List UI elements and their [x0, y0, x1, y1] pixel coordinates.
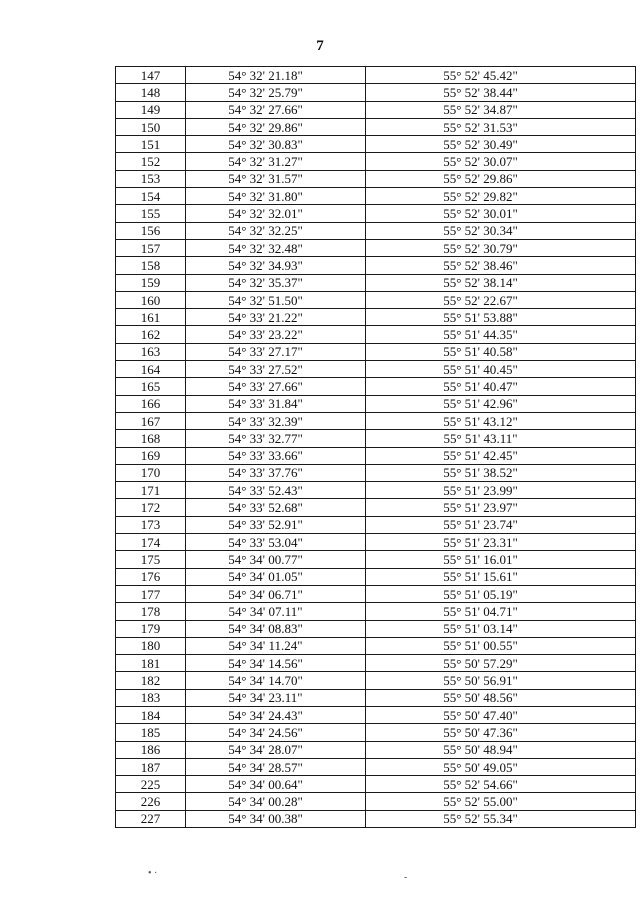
- longitude-cell: 55° 51' 40.45": [366, 361, 636, 378]
- point-number-cell: 158: [116, 257, 186, 274]
- point-number-cell: 172: [116, 499, 186, 516]
- table-row: [116, 447, 636, 464]
- point-number-cell: 157: [116, 239, 186, 256]
- table-row: [116, 551, 636, 568]
- table-row: [116, 188, 636, 205]
- table-row: [116, 67, 636, 84]
- table-row: [116, 637, 636, 654]
- table-row: [116, 516, 636, 533]
- latitude-cell: 54° 33' 37.76": [186, 464, 366, 481]
- longitude-cell: 55° 50' 48.94": [366, 741, 636, 758]
- table-row: [116, 395, 636, 412]
- table-row: [116, 672, 636, 689]
- longitude-cell: 55° 52' 55.34": [366, 810, 636, 827]
- longitude-cell: 55° 51' 15.61": [366, 568, 636, 585]
- longitude-cell: 55° 52' 29.86": [366, 170, 636, 187]
- point-number-cell: 155: [116, 205, 186, 222]
- point-number-cell: 161: [116, 309, 186, 326]
- table-row: [116, 309, 636, 326]
- table-row: [116, 758, 636, 775]
- latitude-cell: 54° 34' 08.83": [186, 620, 366, 637]
- latitude-cell: 54° 34' 11.24": [186, 637, 366, 654]
- point-number-cell: 154: [116, 188, 186, 205]
- latitude-cell: 54° 34' 24.43": [186, 706, 366, 723]
- table-row: [116, 136, 636, 153]
- table-row: [116, 810, 636, 827]
- longitude-cell: 55° 52' 30.07": [366, 153, 636, 170]
- point-number-cell: 148: [116, 84, 186, 101]
- latitude-cell: 54° 33' 31.84": [186, 395, 366, 412]
- table-row: [116, 274, 636, 291]
- table-row: [116, 291, 636, 308]
- latitude-cell: 54° 33' 52.91": [186, 516, 366, 533]
- table-row: [116, 499, 636, 516]
- latitude-cell: 54° 34' 00.77": [186, 551, 366, 568]
- longitude-cell: 55° 51' 23.31": [366, 534, 636, 551]
- longitude-cell: 55° 52' 22.67": [366, 291, 636, 308]
- table-row: [116, 361, 636, 378]
- table-row: [116, 326, 636, 343]
- latitude-cell: 54° 33' 27.17": [186, 343, 366, 360]
- latitude-cell: 54° 32' 32.01": [186, 205, 366, 222]
- longitude-cell: 55° 50' 47.36": [366, 724, 636, 741]
- longitude-cell: 55° 50' 48.56": [366, 689, 636, 706]
- longitude-cell: 55° 51' 38.52": [366, 464, 636, 481]
- longitude-cell: 55° 51' 00.55": [366, 637, 636, 654]
- latitude-cell: 54° 33' 21.22": [186, 309, 366, 326]
- longitude-cell: 55° 51' 23.74": [366, 516, 636, 533]
- point-number-cell: 186: [116, 741, 186, 758]
- table-row: [116, 101, 636, 118]
- point-number-cell: 176: [116, 568, 186, 585]
- latitude-cell: 54° 34' 28.57": [186, 758, 366, 775]
- point-number-cell: 177: [116, 585, 186, 602]
- latitude-cell: 54° 33' 52.68": [186, 499, 366, 516]
- point-number-cell: 173: [116, 516, 186, 533]
- point-number-cell: 179: [116, 620, 186, 637]
- latitude-cell: 54° 32' 35.37": [186, 274, 366, 291]
- table-row: [116, 724, 636, 741]
- point-number-cell: 167: [116, 412, 186, 429]
- point-number-cell: 153: [116, 170, 186, 187]
- longitude-cell: 55° 52' 54.66": [366, 776, 636, 793]
- latitude-cell: 54° 32' 21.18": [186, 67, 366, 84]
- longitude-cell: 55° 52' 31.53": [366, 118, 636, 135]
- table-row: [116, 706, 636, 723]
- longitude-cell: 55° 51' 03.14": [366, 620, 636, 637]
- latitude-cell: 54° 33' 27.52": [186, 361, 366, 378]
- longitude-cell: 55° 50' 47.40": [366, 706, 636, 723]
- point-number-cell: 147: [116, 67, 186, 84]
- point-number-cell: 226: [116, 793, 186, 810]
- latitude-cell: 54° 32' 27.66": [186, 101, 366, 118]
- coordinates-table-body: [116, 67, 636, 828]
- longitude-cell: 55° 51' 43.11": [366, 430, 636, 447]
- latitude-cell: 54° 32' 51.50": [186, 291, 366, 308]
- table-row: [116, 776, 636, 793]
- point-number-cell: 182: [116, 672, 186, 689]
- longitude-cell: 55° 52' 30.49": [366, 136, 636, 153]
- point-number-cell: 174: [116, 534, 186, 551]
- table-row: [116, 343, 636, 360]
- longitude-cell: 55° 52' 30.01": [366, 205, 636, 222]
- point-number-cell: 150: [116, 118, 186, 135]
- latitude-cell: 54° 34' 14.70": [186, 672, 366, 689]
- longitude-cell: 55° 51' 40.58": [366, 343, 636, 360]
- longitude-cell: 55° 51' 44.35": [366, 326, 636, 343]
- table-row: [116, 689, 636, 706]
- table-row: [116, 205, 636, 222]
- point-number-cell: 156: [116, 222, 186, 239]
- point-number-cell: 168: [116, 430, 186, 447]
- latitude-cell: 54° 34' 00.38": [186, 810, 366, 827]
- point-number-cell: 160: [116, 291, 186, 308]
- longitude-cell: 55° 51' 16.01": [366, 551, 636, 568]
- table-row: [116, 568, 636, 585]
- point-number-cell: 178: [116, 603, 186, 620]
- table-row: [116, 534, 636, 551]
- latitude-cell: 54° 32' 32.25": [186, 222, 366, 239]
- table-row: [116, 84, 636, 101]
- longitude-cell: 55° 51' 43.12": [366, 412, 636, 429]
- longitude-cell: 55° 52' 45.42": [366, 67, 636, 84]
- table-row: [116, 741, 636, 758]
- point-number-cell: 181: [116, 655, 186, 672]
- table-row: [116, 118, 636, 135]
- table-row: [116, 430, 636, 447]
- latitude-cell: 54° 32' 30.83": [186, 136, 366, 153]
- latitude-cell: 54° 34' 14.56": [186, 655, 366, 672]
- table-row: [116, 222, 636, 239]
- longitude-cell: 55° 50' 56.91": [366, 672, 636, 689]
- longitude-cell: 55° 51' 42.45": [366, 447, 636, 464]
- table-row: [116, 378, 636, 395]
- point-number-cell: 169: [116, 447, 186, 464]
- point-number-cell: 225: [116, 776, 186, 793]
- latitude-cell: 54° 33' 32.39": [186, 412, 366, 429]
- latitude-cell: 54° 34' 00.64": [186, 776, 366, 793]
- longitude-cell: 55° 50' 49.05": [366, 758, 636, 775]
- point-number-cell: 175: [116, 551, 186, 568]
- table-row: [116, 655, 636, 672]
- point-number-cell: 164: [116, 361, 186, 378]
- table-row: [116, 257, 636, 274]
- coordinates-table: [115, 66, 636, 828]
- latitude-cell: 54° 32' 34.93": [186, 257, 366, 274]
- table-row: [116, 239, 636, 256]
- longitude-cell: 55° 52' 30.34": [366, 222, 636, 239]
- latitude-cell: 54° 32' 31.27": [186, 153, 366, 170]
- point-number-cell: 180: [116, 637, 186, 654]
- longitude-cell: 55° 52' 55.00": [366, 793, 636, 810]
- latitude-cell: 54° 33' 53.04": [186, 534, 366, 551]
- point-number-cell: 165: [116, 378, 186, 395]
- latitude-cell: 54° 32' 31.80": [186, 188, 366, 205]
- longitude-cell: 55° 50' 57.29": [366, 655, 636, 672]
- table-row: [116, 153, 636, 170]
- latitude-cell: 54° 34' 23.11": [186, 689, 366, 706]
- latitude-cell: 54° 34' 00.28": [186, 793, 366, 810]
- table-row: [116, 482, 636, 499]
- longitude-cell: 55° 51' 23.99": [366, 482, 636, 499]
- longitude-cell: 55° 51' 40.47": [366, 378, 636, 395]
- latitude-cell: 54° 32' 25.79": [186, 84, 366, 101]
- latitude-cell: 54° 33' 33.66": [186, 447, 366, 464]
- latitude-cell: 54° 33' 23.22": [186, 326, 366, 343]
- point-number-cell: 227: [116, 810, 186, 827]
- point-number-cell: 159: [116, 274, 186, 291]
- point-number-cell: 163: [116, 343, 186, 360]
- point-number-cell: 162: [116, 326, 186, 343]
- point-number-cell: 166: [116, 395, 186, 412]
- latitude-cell: 54° 33' 32.77": [186, 430, 366, 447]
- scan-speck: • ·: [148, 868, 158, 879]
- table-row: [116, 170, 636, 187]
- latitude-cell: 54° 33' 52.43": [186, 482, 366, 499]
- longitude-cell: 55° 52' 30.79": [366, 239, 636, 256]
- latitude-cell: 54° 34' 28.07": [186, 741, 366, 758]
- longitude-cell: 55° 51' 53.88": [366, 309, 636, 326]
- longitude-cell: 55° 51' 42.96": [366, 395, 636, 412]
- latitude-cell: 54° 34' 01.05": [186, 568, 366, 585]
- scan-speck: -: [404, 872, 408, 883]
- table-row: [116, 464, 636, 481]
- point-number-cell: 170: [116, 464, 186, 481]
- longitude-cell: 55° 51' 23.97": [366, 499, 636, 516]
- longitude-cell: 55° 52' 29.82": [366, 188, 636, 205]
- point-number-cell: 171: [116, 482, 186, 499]
- latitude-cell: 54° 34' 07.11": [186, 603, 366, 620]
- latitude-cell: 54° 33' 27.66": [186, 378, 366, 395]
- point-number-cell: 183: [116, 689, 186, 706]
- longitude-cell: 55° 51' 04.71": [366, 603, 636, 620]
- point-number-cell: 187: [116, 758, 186, 775]
- point-number-cell: 149: [116, 101, 186, 118]
- point-number-cell: 184: [116, 706, 186, 723]
- table-row: [116, 793, 636, 810]
- page-number: 7: [316, 38, 324, 54]
- latitude-cell: 54° 32' 32.48": [186, 239, 366, 256]
- longitude-cell: 55° 52' 38.44": [366, 84, 636, 101]
- point-number-cell: 185: [116, 724, 186, 741]
- latitude-cell: 54° 34' 06.71": [186, 585, 366, 602]
- longitude-cell: 55° 51' 05.19": [366, 585, 636, 602]
- latitude-cell: 54° 32' 29.86": [186, 118, 366, 135]
- point-number-cell: 151: [116, 136, 186, 153]
- table-row: [116, 412, 636, 429]
- table-row: [116, 585, 636, 602]
- latitude-cell: 54° 34' 24.56": [186, 724, 366, 741]
- point-number-cell: 152: [116, 153, 186, 170]
- latitude-cell: 54° 32' 31.57": [186, 170, 366, 187]
- table-row: [116, 620, 636, 637]
- longitude-cell: 55° 52' 34.87": [366, 101, 636, 118]
- longitude-cell: 55° 52' 38.46": [366, 257, 636, 274]
- table-row: [116, 603, 636, 620]
- longitude-cell: 55° 52' 38.14": [366, 274, 636, 291]
